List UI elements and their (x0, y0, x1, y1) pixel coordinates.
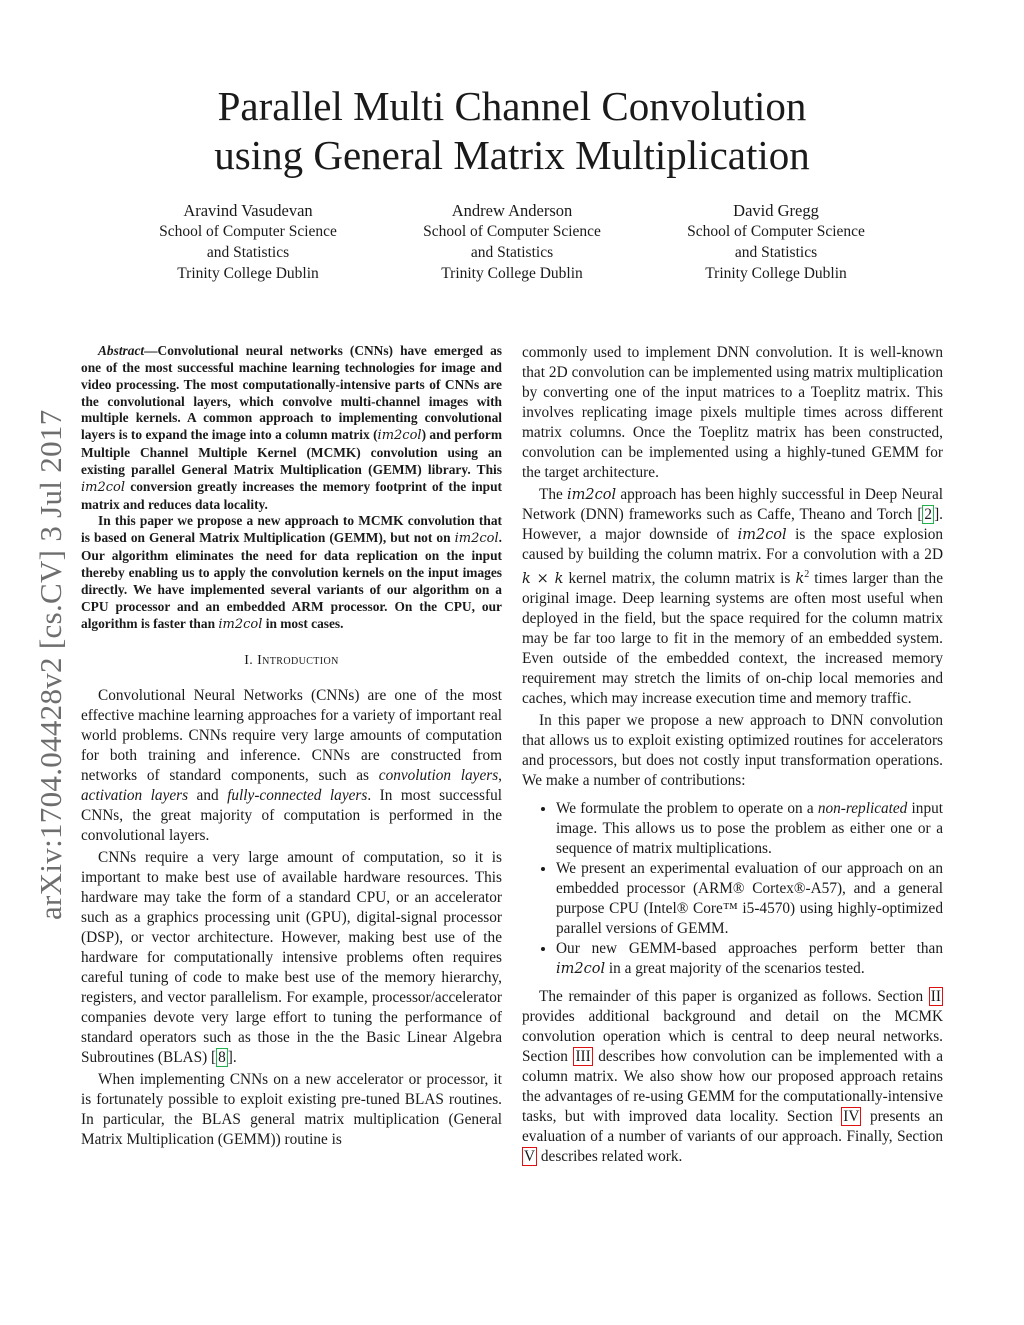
author-affiliation: Trinity College Dublin (441, 265, 583, 282)
introduction-text (81, 686, 502, 1150)
organization-text (522, 987, 943, 1167)
body-paragraph: Convolutional Neural Networks (CNNs) are one of the most effective machine learning approaches for a variety of important real world problems. CNNs require very large amounts of computation for both training and inference. CNNs are constructed from networks of standard components, such as convolution layers, activation layers and fully-connected layers. In most successful CNNs, the great majority of computation is performed in the convolutional layers. (81, 687, 502, 845)
author-block (651, 200, 901, 284)
body-paragraph: The remainder of this paper is organized as follows. Section II provides additional background and detail on the MCMK convolution operation which is central to deep neural networks. Section III describes how convolution can be implemented with a column matrix. We also show how our proposed approach retains the advantages of re-using GEMM for the computationally-intensive tasks, but with improved data locality. Section IV presents an evaluation of a number of variants of our approach. Finally, Section V describes related work. (522, 988, 943, 1166)
section-link-IV[interactable]: IV (843, 1108, 860, 1126)
author-block (123, 200, 373, 284)
abstract-label: Abstract (98, 343, 145, 358)
contributions-list (522, 799, 943, 979)
abstract (81, 343, 502, 633)
title-line-2: using General Matrix Multiplication (214, 132, 810, 178)
section-link-V[interactable]: V (524, 1148, 536, 1166)
author-affiliation: Trinity College Dublin (705, 265, 847, 282)
author-affiliation: Trinity College Dublin (177, 265, 319, 282)
title-line-1: Parallel Multi Channel Convolution (217, 83, 807, 129)
list-item: • We formulate the problem to operate on a non-replicated input image. This allows us to pose the problem as either one or a sequence of matrix multiplications. (556, 799, 943, 859)
author-affiliation: and Statistics (734, 244, 818, 261)
body-paragraph: In this paper we propose a new approach to DNN convolution that allows us to exploit existing optimized routines for accelerators and processors, but does not costly input transformation operations. We make a number of contributions: (522, 712, 943, 790)
right-column (522, 343, 943, 1167)
left-column (81, 343, 502, 1150)
author-affiliation: and Statistics (470, 244, 554, 261)
author-affiliation: School of Computer Science (423, 223, 601, 240)
author-name: Andrew Anderson (451, 201, 573, 220)
author-affiliation: School of Computer Science (687, 223, 865, 240)
author-name: Aravind Vasudevan (183, 201, 313, 220)
introduction-text-continued (522, 343, 943, 791)
paper-title (0, 82, 1024, 180)
section-heading-introduction: I. Introduction (244, 653, 339, 669)
author-affiliation: School of Computer Science (159, 223, 337, 240)
citation-link-2[interactable]: 2 (924, 506, 933, 523)
abstract-paragraph: In this paper we propose a new approach to MCMK convolution that is based on General Matrix Multiplication (GEMM), but not on im2col. Our algorithm eliminates the need for data replication on the input thereby enabling us to apply the convolution kernels on the input images directly. We have implemented several variants of our algorithm on a CPU processor and an embedded ARM processor. On the CPU, our algorithm is faster than im2col in most cases. (81, 513, 502, 632)
section-link-II[interactable]: II (930, 988, 941, 1006)
author-name: David Gregg (733, 201, 819, 220)
citation-link-8[interactable]: 8 (218, 1049, 226, 1067)
body-paragraph: CNNs require a very large amount of computation, so it is important to make best use of available hardware resources. This hardware may take the form of a standard CPU, or an accelerator such as a graphics processing unit (GPU), digital-signal processor (DSP), or vector architecture. However, making best use of the hardware for computationally intensive problems often requires careful tuning of code to make best use of the memory hierarchy, registers, and vector parallelism. For example, processor/accelerator companies devote very large effort to tuning the performance of standard operators such as those in the the Basic Linear Algebra Subroutines (BLAS) [ 8 ]. (81, 849, 502, 1067)
abstract-paragraph: Abstract—Convolutional neural networks (CNNs) have emerged as one of the most successful machine learning technologies for image and video processing. The most computationally-intensive parts of CNNs are the convolutional layers, which convolve multi-channel images with multiple kernels. A common approach to implementing convolutional layers is to expand the image into a column matrix (im2col) and perform Multiple Channel Multiple Kernel (MCMK) convolution using an existing parallel General Matrix Multiplication (GEMM) library. This im2col conversion greatly increases the memory footprint of the input matrix and reduces data locality. (81, 343, 502, 512)
arxiv-identifier-stamp: arXiv:1704.04428v2 [cs.CV] 3 Jul 2017 (33, 409, 68, 920)
body-paragraph: The im2col approach has been highly successful in Deep Neural Network (DNN) frameworks such as Caffe, Theano and Torch [ 2 ]. However, a major downside of im2col is the space explosion caused by building the column matrix. For a convolution with a 2D k × k kernel matrix, the column matrix is $k^2$ times larger than the original image. Deep learning systems are often most useful when deployed in the field, but the space required for the column matrix may be far too large to fit in the memory of an embedded system. Even outside of the embedded context, the increased memory requirement may stretch the limits of on-chip local memories and caches, which may increase execution time and memory traffic. (522, 486, 944, 708)
list-item: • We present an experimental evaluation of our approach on an embedded processor (ARM® Cortex®-A57), and a general purpose CPU (Intel® Core™ i5-4570) using highly-optimized parallel versions of GEMM. (556, 859, 943, 939)
section-link-III[interactable]: III (575, 1048, 591, 1066)
author-affiliation: and Statistics (206, 244, 290, 261)
body-paragraph: commonly used to implement DNN convolution. It is well-known that 2D convolution can be implemented using matrix multiplication by converting one of the input matrices to a Toeplitz matrix. This involves replicating image pixels multiple times across different matrix columns. Once the Toeplitz matrix has been constructed, convolution can be implemented using a highly-tuned GEMM for the target architecture. (522, 344, 943, 481)
author-block (387, 200, 637, 284)
list-item: • Our new GEMM-based approaches perform better than im2col in a great majority of the scenarios tested. (556, 939, 943, 979)
body-paragraph: When implementing CNNs on a new accelerator or processor, it is fortunately possible to exploit existing pre-tuned BLAS routines. In particular, the BLAS general matrix multiplication (General Matrix Multiplication (GEMM)) routine is (81, 1071, 502, 1149)
